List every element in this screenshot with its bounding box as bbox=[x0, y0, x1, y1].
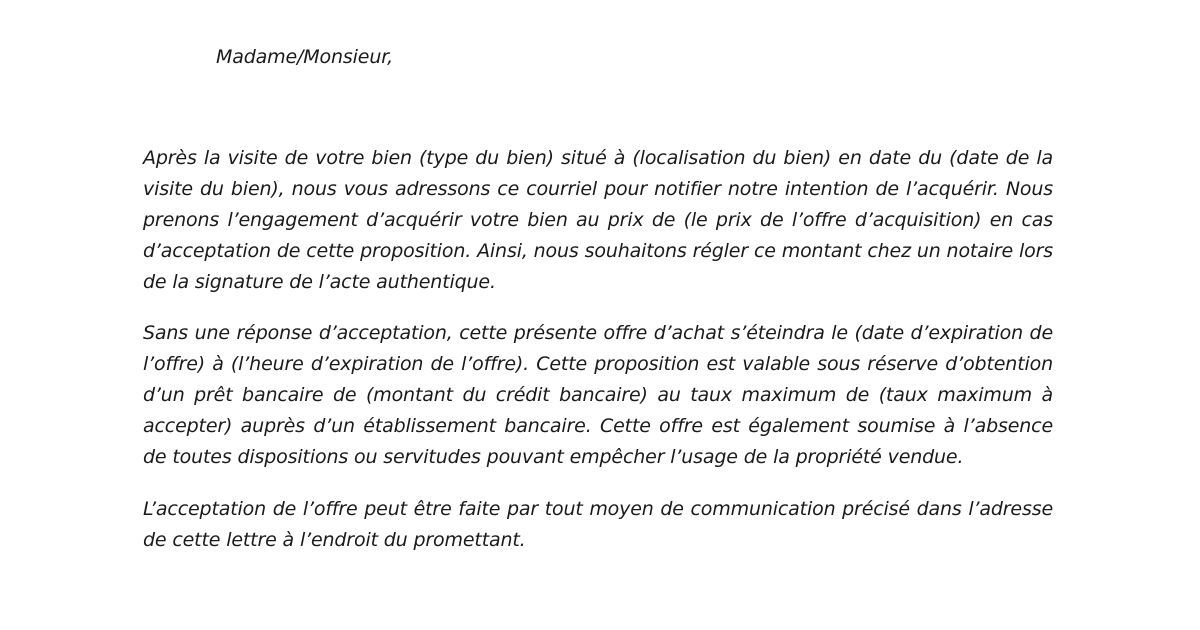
letter-salutation: Madame/Monsieur, bbox=[216, 46, 394, 68]
letter-paragraph-acceptance: L’acceptation de l’offre peut être faite par tout moyen de communication précisé dans l’adresse de cette lettre à l’endroit du promettant. bbox=[143, 498, 1053, 551]
letter-paragraph-visit: Après la visite de votre bien (type du bien) situé à (localisation du bien) en date du (date de la visite du bien), nous vous adressons ce courriel pour notifier notre intention de l’acquérir. Nous prenons l’engagement d’acquérir votre bien au prix de (le prix de l’offre d’acquisition) en cas d’acceptation de cette proposition. Ainsi, nous souhaitons régler ce montant chez un notaire lors de la signature de l’acte authentique. bbox=[143, 147, 1053, 293]
letter-paragraph-conditions: Sans une réponse d’acceptation, cette présente offre d’achat s’éteindra le (date d’expiration de l’offre) à (l’heure d’expiration de l’offre). Cette proposition est valable sous réserve d’obtention d’un prêt bancaire de (montant du crédit bancaire) au taux maximum de (taux maximum à accepter) auprès d’un établissement bancaire. Cette offre est également soumise à l’absence de toutes dispositions ou servitudes pouvant empêcher l’usage de la propriété vendue. bbox=[143, 322, 1053, 468]
